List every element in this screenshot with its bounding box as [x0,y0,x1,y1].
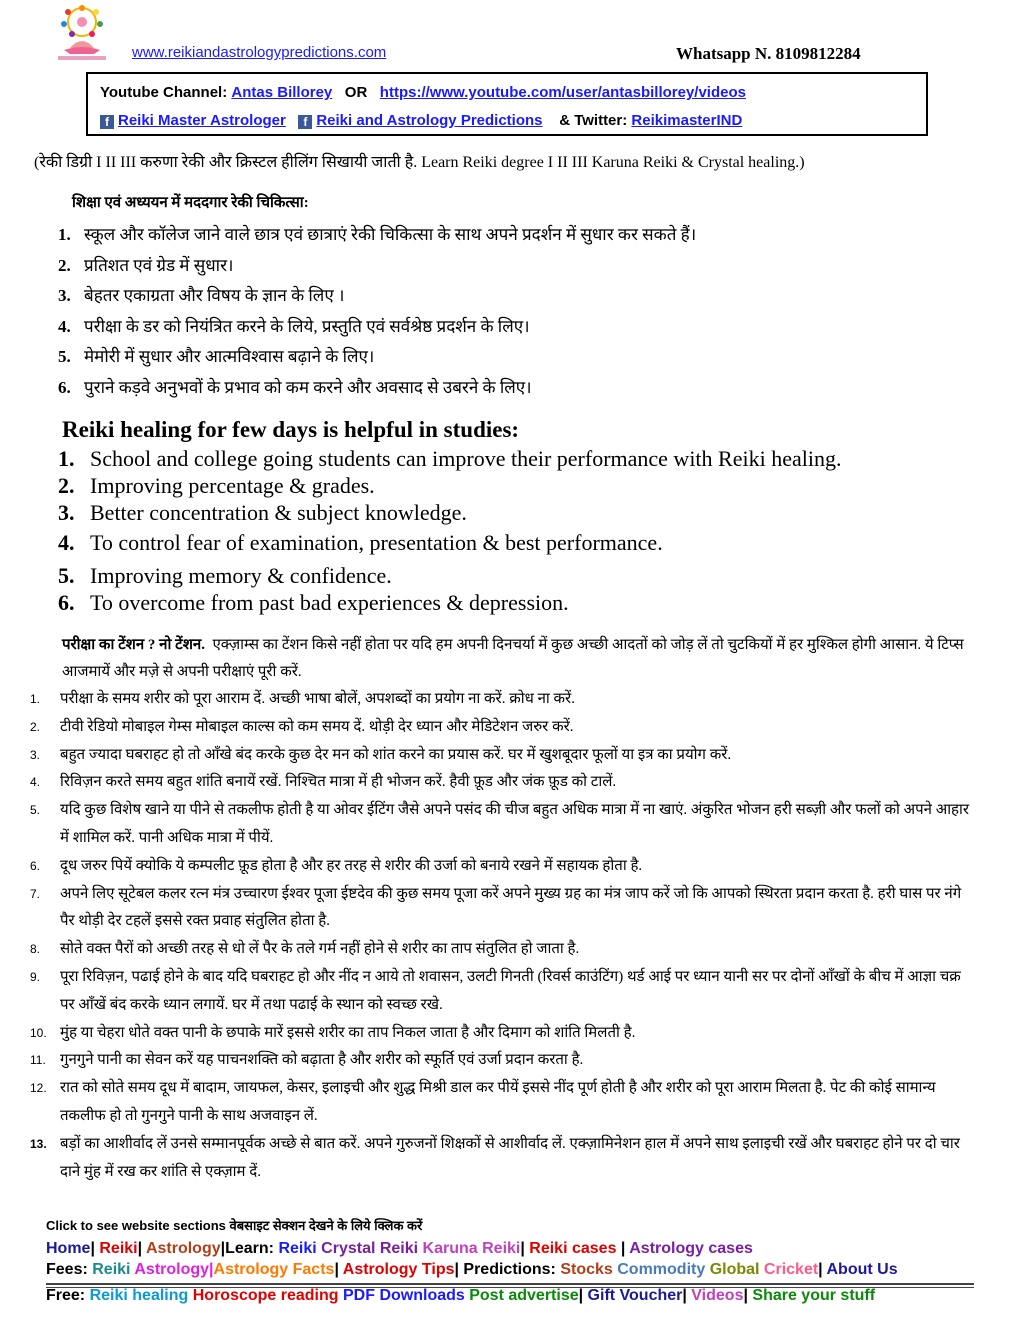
item-number: 6. [58,590,75,615]
footer-separator: | [682,1287,692,1304]
item-text: यदि कुछ विशेष खाने या पीने से तकलीफ होती है या ओवर ईटिंग जैसे अपने पसंद की चीज बहुत अधिक मात्रा में ना खाएं. अंकुरित भोजन हरी सब्ज़ी और फलों को अपने आहार में शामिल करें. पानी अधिक मात्रा में पीयें. [60,802,970,846]
list-item [58,222,696,253]
footer-nav-row-1 [46,1240,898,1261]
item-number: 3. [58,286,71,305]
list-item [30,686,978,714]
facebook-icon[interactable]: f [100,115,114,129]
footer-separator: | Predictions: [454,1261,561,1278]
item-text: टीवी रेडियो मोबाइल गेम्स मोबाइल काल्स को कम समय दें. थोड़ी देर ध्यान और मेडिटेशन जरुर करें. [60,718,574,735]
footer-link-astrology-tips[interactable]: Astrology Tips [342,1261,455,1278]
item-text: मुंह या चेहरा धोते वक्त पानी के छपाके मारें इससे शरीर का ताप निकल जाता है और दिमाग को शांति मिलती है. [60,1024,636,1041]
item-text: अपने लिए सूटेबल कलर रत्न मंत्र उच्चारण ईश्वर पूजा ईष्टदेव की कुछ समय पूजा करें अपने मुख्य ग्रह का मंत्र जाप करें जो कि आपको स्थिरता प्रदान करता है. हरी घास पर नंगे पैर थोड़ी देर टहलें इससे रक्त प्रवाह संतुलित होता है. [60,885,962,930]
item-text: दूध जरुर पियें क्योकि ये कम्पलीट फ़ूड होता है और हर तरह से शरीर की उर्जा को बनाये रखने में सहायक होता है. [60,857,643,874]
footer-nav-row-3 [46,1287,898,1308]
footer-link-share-your-stuff[interactable]: Share your stuff [752,1287,876,1304]
facebook-link-reiki-master[interactable]: Reiki Master Astrologer [118,112,286,129]
hindi-heading: शिक्षा एवं अध्ययन में मददगार रेकी चिकित्सा: [72,195,309,211]
item-text: To control fear of examination, presentation & best performance. [90,530,663,555]
item-number: 9. [30,969,41,984]
item-number: 1. [30,692,41,706]
list-item [30,1075,978,1131]
footer-link-reiki-cases[interactable]: Reiki cases [529,1240,617,1257]
list-item [58,473,841,500]
item-number: 7. [30,886,41,901]
item-number: 13. [30,1136,47,1151]
item-text: School and college going students can improve their performance with Reiki healing. [90,446,842,471]
item-number: 10. [30,1025,47,1040]
footer-nav [46,1216,898,1308]
footer-separator: Fees: [46,1261,93,1278]
list-item [58,590,841,617]
whatsapp-number: Whatsapp N. 8109812284 [676,44,861,63]
item-number: 3. [30,747,41,762]
list-item [58,375,696,406]
item-text: रिविज़न करते समय बहुत शांति बनायें रखें. निश्चित मात्रा में ही भोजन करें. हैवी फ़ूड और जंक फ़ूड को टालें. [60,774,617,791]
website-url-link[interactable]: www.reikiandastrologypredictions.com [132,44,387,61]
list-item [58,563,841,590]
footer-click-text: Click to see website sections वेबसाइट सेक्शन देखने के लिये क्लिक करें [46,1218,423,1233]
footer-link-astrology-facts[interactable]: Astrology Facts [213,1261,335,1278]
facebook-link-reiki-astrology[interactable]: Reiki and Astrology Predictions [316,112,543,129]
footer-separator: | [520,1240,530,1257]
list-item [30,936,978,964]
footer-link-karuna-reiki[interactable]: Karuna Reiki [422,1240,521,1257]
item-number: 5. [58,347,71,366]
item-text: गुनगुने पानी का सेवन करें यह पाचनशक्ति को बढ़ाता है और शरीर को स्फूर्ति एवं उर्जा प्रदान करता है. [60,1052,584,1069]
item-text: बड़ों का आशीर्वाद लें उनसे सम्मानपूर्वक अच्छे से बात करें. अपने गुरुजनों शिक्षकों से आशीर्वाद लें. एक्ज़ामिनेशन हाल में अपने साथ इलाइची रखें और घबराहट होने पर दो चार दाने मुंह में रख कर शांति से एक्ज़ाम दें. [60,1135,960,1180]
list-item [30,853,978,881]
item-number: 4. [58,530,75,555]
contact-box [86,72,928,136]
list-item [58,314,696,345]
footer-separator: | [818,1261,827,1278]
item-number: 6. [58,377,71,397]
exam-tension-intro [62,632,972,686]
footer-link-global[interactable]: Global [709,1261,760,1278]
footer-link-astrology[interactable]: Astrology [134,1261,210,1278]
footer-separator: | [209,1261,214,1278]
footer-nav-row-2 [46,1261,898,1282]
footer-separator: | [334,1261,343,1278]
footer-link-reiki[interactable]: Reiki [92,1261,131,1278]
list-item [30,881,978,937]
item-number: 3. [58,500,75,525]
footer-link-stocks[interactable]: Stocks [560,1261,613,1278]
item-number: 8. [30,942,41,957]
item-number: 2. [30,719,41,734]
item-text: Better concentration & subject knowledge. [90,500,467,525]
footer-link-about-us[interactable]: About Us [826,1261,898,1278]
twitter-link[interactable]: ReikimasterIND [631,112,743,129]
item-number: 2. [58,473,75,498]
list-item [30,769,978,797]
item-text: मेमोरी में सुधार और आत्मविश्वास बढ़ाने के लिए। [84,347,375,366]
list-item [30,964,978,1020]
item-text: प्रतिशत एवं ग्रेड में सुधार। [84,255,234,275]
footer-separator: | [743,1287,753,1304]
item-number: 4. [30,775,41,790]
footer-separator: Free: [46,1287,90,1304]
footer-link-reiki[interactable]: Reiki [278,1240,317,1257]
list-item [30,1131,978,1187]
footer-link-crystal-reiki[interactable]: Crystal Reiki [321,1240,419,1257]
item-number: 11. [30,1053,46,1068]
english-heading: Reiki healing for few days is helpful in studies: [62,417,520,442]
list-item [58,527,841,563]
exam-tension-title: परीक्षा का टेंशन ? नो टेंशन. [62,637,205,653]
list-item [58,500,841,527]
facebook-icon[interactable]: f [298,115,312,129]
footer-link-videos[interactable]: Videos [691,1287,744,1304]
list-item [58,283,696,314]
item-number: 2. [58,255,71,275]
item-text: बेहतर एकाग्रता और विषय के ज्ञान के लिए । [84,286,345,305]
list-item [30,1047,978,1075]
youtube-url-link[interactable]: https://www.youtube.com/user/antasbillorey/videos [379,84,746,101]
footer-link-pdf-downloads[interactable]: PDF Downloads [343,1287,465,1304]
intro-text: (रेकी डिग्री I II III करुणा रेकी और क्रिस्टल हीलिंग सिखायी जाती है. Learn Reiki degree I II III Karuna Reiki & Crystal healing.) [34,154,805,171]
footer-link-horoscope-reading[interactable]: Horoscope reading [192,1287,339,1304]
footer-link-astrology-cases[interactable]: Astrology cases [629,1240,753,1257]
item-text: सोते वक्त पैरों को अच्छी तरह से धो लें पैर के तले गर्म नहीं होने से शरीर का ताप संतुलित हो जाता है. [60,941,580,958]
item-text: परीक्षा के समय शरीर को पूरा आराम दें. अच्छी भाषा बोलें, अपशब्दों का प्रयोग ना करें. क्रोध ना करें. [60,691,575,707]
or-text: OR [344,84,368,101]
item-text: पुराने कड़वे अनुभवों के प्रभाव को कम करने और अवसाद से उबरने के लिए। [84,377,532,397]
item-number: 5. [58,563,75,588]
footer-separator: | [90,1240,100,1257]
footer-link-post-advertise[interactable]: Post advertise [469,1287,579,1304]
exam-tips-list [30,686,978,1186]
footer-link-astrology[interactable]: Astrology [145,1240,221,1257]
list-item [58,344,696,375]
twitter-label: & Twitter: [559,112,628,129]
footer-divider [46,1287,974,1288]
footer-separator: |Learn: [220,1240,279,1257]
item-number: 12. [30,1081,47,1096]
item-text: Improving percentage & grades. [90,473,375,498]
youtube-label: Youtube Channel: [100,84,228,101]
item-number: 4. [58,316,71,336]
item-number: 1. [58,446,75,471]
footer-separator: | [137,1240,146,1257]
item-text: बहुत ज्यादा घबराहट हो तो आँखे बंद करके कुछ देर मन को शांत करने का प्रयास करें. घर में खुशबूदार फूलों या इत्र का प्रयोग करें. [60,746,732,763]
item-number: 5. [30,803,41,818]
item-text: परीक्षा के डर को नियंत्रित करने के लिये, प्रस्तुति एवं सर्वश्रेष्ठ प्रदर्शन के लिए। [84,316,530,336]
footer-separator: | [578,1287,588,1304]
item-text: To overcome from past bad experiences & depression. [90,590,569,615]
exam-tension-text: एक्ज़ाम्स का टेंशन किसे नहीं होता पर यदि हम अपनी दिनचर्या में कुछ अच्छी आदतों को जोड़ लें तो चुटकियों में हर मुश्किल होगी आसान. ये टिप्स आजमायें और मज़े से अपनी परीक्षाएं पूरी करें. [62,637,964,680]
item-number: 6. [30,858,41,873]
list-item [58,253,696,284]
list-item [30,714,978,742]
list-item [58,446,841,473]
hindi-benefits-list [58,222,696,405]
footer-separator: | [616,1240,630,1257]
footer-link-reiki[interactable]: Reiki [99,1240,138,1257]
site-logo[interactable] [44,4,120,62]
item-text: रात को सोते समय दूध में बादाम, जायफल, केसर, इलाइची और शुद्ध मिश्री डाल कर पीयें इससे नींद पूर्ण होती है और शरीर को पूरा आराम मिलता है. पेट की कोई सामान्य तकलीफ हो तो गुनगुने पानी के साथ अजवाइन लें. [60,1080,936,1124]
item-text: पूरा रिविज़न, पढाई होने के बाद यदि घबराहट हो और नींद न आये तो शवासन, उलटी गिनती (रिवर्स काउंटिंग) थर्ड आई पर ध्यान यानी सर पर दोनों आँखों के बीच में आज्ञा चक्र पर आँखें बंद करके ध्यान लगायें. घर में तथा पढाई के स्थान को स्वच्छ रखे. [60,968,961,1013]
footer-divider [46,1283,974,1285]
social-row [100,112,742,129]
list-item [30,742,978,770]
footer-link-gift-voucher[interactable]: Gift Voucher [587,1287,683,1304]
item-number: 1. [58,225,71,244]
youtube-row [100,84,746,101]
item-text: Improving memory & confidence. [90,563,392,588]
list-item [30,797,978,853]
footer-link-reiki-healing[interactable]: Reiki healing [89,1287,189,1304]
footer-link-home[interactable]: Home [46,1240,91,1257]
footer-link-commodity[interactable]: Commodity [617,1261,706,1278]
list-item [30,1020,978,1048]
item-text: स्कूल और कॉलेज जाने वाले छात्र एवं छात्राएं रेकी चिकित्सा के साथ अपने प्रदर्शन में सुधार कर सकते हैं। [84,225,697,244]
english-benefits-list [58,446,841,617]
youtube-channel-link[interactable]: Antas Billorey [231,84,333,101]
footer-link-cricket[interactable]: Cricket [763,1261,819,1278]
